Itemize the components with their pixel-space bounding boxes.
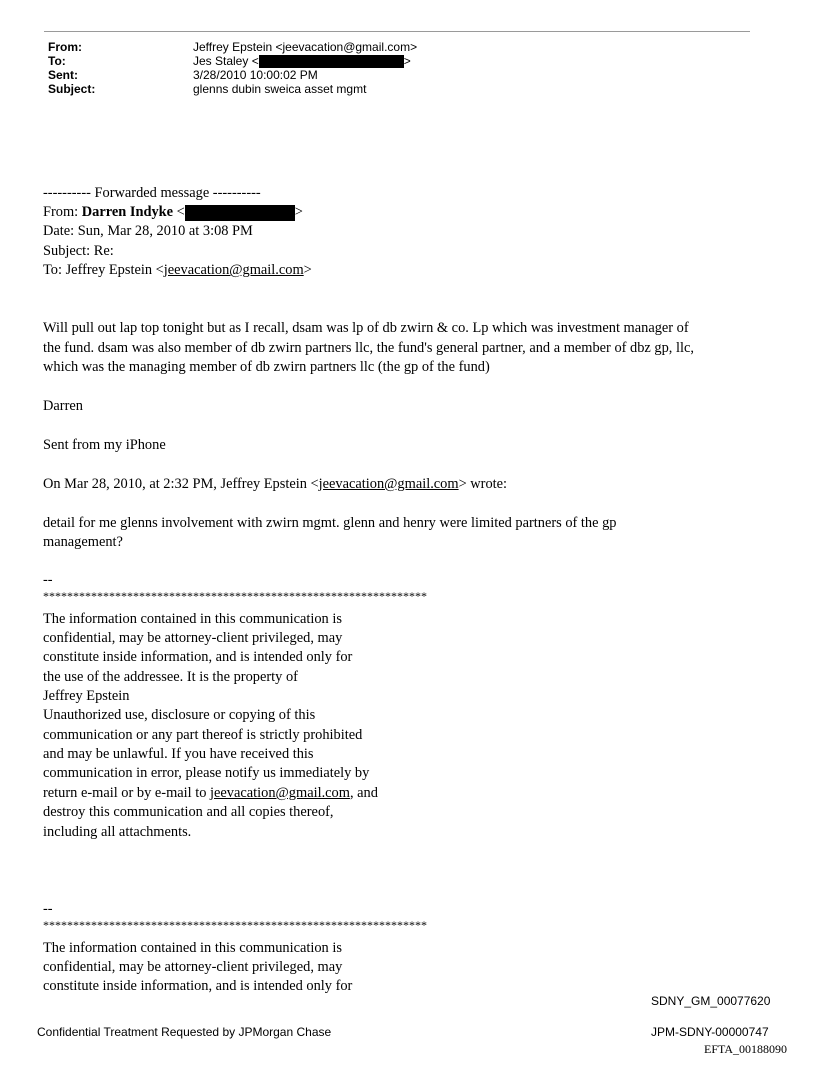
disclaimer-email-link[interactable]: jeevacation@gmail.com (210, 785, 350, 801)
disclaimer-line: confidential, may be attorney-client privileged, may (43, 959, 343, 975)
disclaimer-line: The information contained in this communication is (43, 611, 342, 627)
forwarded-subject-line: Subject: Re: (43, 243, 114, 259)
to-prefix: Jes Staley < (193, 54, 259, 68)
forwarded-date-line: Date: Sun, Mar 28, 2010 at 3:08 PM (43, 223, 253, 239)
sent-label: Sent: (48, 68, 78, 82)
quote-email-link[interactable]: jeevacation@gmail.com (318, 476, 459, 492)
to-label: To: (48, 54, 66, 68)
confidential-notice: Confidential Treatment Requested by JPMorgan Chase (37, 1025, 332, 1039)
disclaimer-stars: **************************************************************** (43, 589, 427, 603)
disclaimer-line: communication in error, please notify us immediately by (43, 765, 370, 781)
forwarded-to-email-link[interactable]: jeevacation@gmail.com (163, 262, 304, 278)
disclaimer-line: Unauthorized use, disclosure or copying of this (43, 707, 316, 723)
disclaimer-line: constitute inside information, and is intended only for (43, 649, 353, 665)
from-label: From: (48, 40, 82, 54)
disclaimer-stars: **************************************************************** (43, 918, 427, 932)
forwarded-to-suffix: > (303, 262, 312, 278)
signature: Darren (43, 398, 83, 414)
redaction-box (259, 55, 404, 68)
subject-label: Subject: (48, 82, 96, 96)
efta-number: EFTA_00188090 (704, 1042, 788, 1056)
disclaimer-line: Jeffrey Epstein (43, 688, 130, 704)
quote-suffix: > wrote: (458, 476, 508, 492)
body-line: Will pull out lap top tonight but as I recall, dsam was lp of db zwirn & co. Lp which was investment manager of (43, 320, 689, 336)
from-value: Jeffrey Epstein <jeevacation@gmail.com> (193, 40, 418, 54)
body-line: the fund. dsam was also member of db zwirn partners llc, the fund's general partner, and a member of dbz gp, llc, (43, 340, 694, 356)
quote-prefix: On Mar 28, 2010, at 2:32 PM, Jeffrey Epstein < (43, 476, 319, 492)
top-rule (44, 31, 750, 32)
forwarded-to-line (43, 262, 312, 279)
disclaimer-dashes: -- (43, 572, 53, 588)
sent-from-line: Sent from my iPhone (43, 437, 166, 453)
forwarded-from-close: > (294, 204, 303, 220)
forwarded-banner: ---------- Forwarded message ---------- (43, 185, 261, 201)
disclaimer-line: destroy this communication and all copies thereof, (43, 804, 334, 820)
to-value (193, 55, 411, 68)
forwarded-from-line (43, 204, 303, 221)
disclaimer-line: and may be unlawful. If you have received this (43, 746, 314, 762)
disclaimer-line: The information contained in this communication is (43, 940, 342, 956)
return-suffix: , and (349, 785, 378, 801)
disclaimer-line: communication or any part thereof is strictly prohibited (43, 727, 363, 743)
disclaimer-return-line (43, 785, 378, 802)
to-suffix: > (403, 54, 411, 68)
body-line: which was the managing member of db zwirn partners llc (the gp of the fund) (43, 359, 490, 375)
return-prefix: return e-mail or by e-mail to (43, 785, 211, 801)
disclaimer-line: constitute inside information, and is intended only for (43, 978, 353, 994)
forwarded-from-open: < (173, 204, 185, 220)
forwarded-from-prefix: From: (43, 204, 82, 220)
subject-value: glenns dubin sweica asset mgmt (193, 82, 367, 96)
bates-jpm-number: JPM-SDNY-00000747 (651, 1025, 769, 1039)
forwarded-to-prefix: To: Jeffrey Epstein < (43, 262, 164, 278)
quoted-line: detail for me glenns involvement with zwirn mgmt. glenn and henry were limited partners of the gp (43, 515, 617, 531)
disclaimer-line: including all attachments. (43, 824, 192, 840)
quote-attribution (43, 476, 507, 493)
quoted-line: management? (43, 534, 123, 550)
disclaimer-line: the use of the addressee. It is the property of (43, 669, 298, 685)
forwarded-from-name: Darren Indyke (81, 204, 174, 220)
sent-value: 3/28/2010 10:00:02 PM (193, 68, 318, 82)
disclaimer-line: confidential, may be attorney-client privileged, may (43, 630, 343, 646)
bates-gm-number: SDNY_GM_00077620 (651, 994, 771, 1008)
redaction-box (185, 205, 295, 221)
disclaimer-dashes: -- (43, 901, 53, 917)
